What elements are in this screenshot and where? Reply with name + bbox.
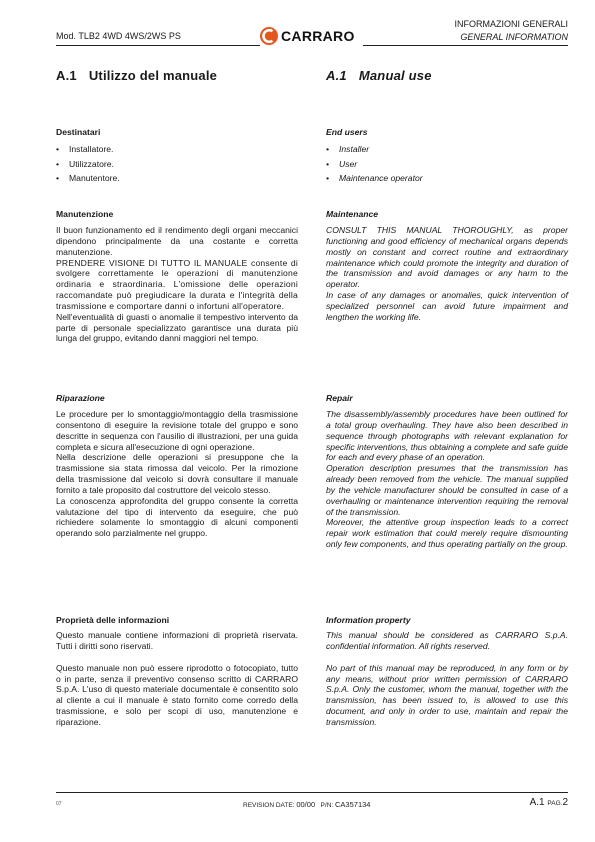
title-text-it: Utilizzo del manuale — [88, 68, 218, 83]
paragraph: Le procedure per lo smontaggio/montaggio della trasmissione consentono di eseguire la revisione totale del gruppo e sono descritte in sequenza con l'ausilio di illustrazioni, per una guida completa e sicura all'esecuzione di ogni operazione. — [56, 409, 298, 452]
property-text-en — [326, 630, 568, 728]
title-number-en: A.1 — [326, 68, 347, 83]
paragraph: Il buon funzionamento ed il rendimento degli organi meccanici dipendono principalmente da una costante e corretta manutenzione. — [56, 225, 298, 257]
recipients-list-en — [326, 142, 568, 186]
footer-mark: 07 — [56, 801, 62, 807]
repair-heading-it: Riparazione — [56, 393, 105, 403]
title-text-en: Manual use — [358, 68, 432, 83]
paragraph: La conoscenza approfondita del gruppo consente la corretta valutazione del tipo di intervento da eseguire, che può richiedere solamente lo smontaggio di alcuni componenti operando solo parzialmente nel gruppo. — [56, 495, 298, 539]
page-label: PAG. — [547, 800, 563, 807]
maintenance-heading-en: Maintenance — [326, 209, 379, 219]
page-num: 2 — [562, 797, 568, 808]
paragraph: PRENDERE VISIONE DI TUTTO IL MANUALE consente di svolgere correttamente le operazioni di manutenzione ordinaria e straordinaria. L'omissione delle operazioni raccomandate può pregiudicare la durata e l'integrità della trasmissione e comportare danni o infortuni all'operatore. — [56, 257, 298, 311]
page-title-it — [56, 68, 298, 83]
header-rule-left — [56, 45, 260, 46]
paragraph: The disassembly/assembly procedures have been outlined for a total group overhauling. They have also been described in sequence through photographs with relevant explanation for specific interventions, thus obtaining a complete and safe guide for each and every phase of an operation. — [326, 409, 568, 463]
paragraph: Operation description presumes that the transmission has already been removed from the vehicle. The manual supplied by the vehicle manufacturer should be consulted in case of a overhauling or maintenance intervention requiring the removal of the transmission. — [326, 463, 568, 517]
repair-text-en — [326, 409, 568, 550]
paragraph: CONSULT THIS MANUAL THOROUGHLY, as proper functioning and good efficiency of mechanical organs depends mostly on constant and correct routine and extraordinary maintenance which could promote the integrity and duration of the transmission and avoid damages or any harm to the operator. — [326, 225, 568, 290]
recipients-list-it — [56, 142, 298, 186]
property-heading-en: Information property — [326, 615, 411, 625]
list-item: • Maintenance operator — [326, 171, 568, 186]
pn-value: CA357134 — [335, 800, 371, 809]
paragraph: Nella descrizione delle operazioni si presuppone che la trasmissione sia stata rimossa dal veicolo. Per la rimozione della trasmissione dal veicolo si dovrà consultare il manuale fornito a tale proposito dal costruttore del veicolo stesso. — [56, 452, 298, 495]
paragraph: Questo manuale non può essere riprodotto o fotocopiato, tutto o in parte, senza il preventivo consenso scritto di CARRARO S.p.A. L'uso di questo materiale documentale è consentito solo al cliente a cui il manuale è stato fornito come corredo della trasmissione, e solo per scopi di uso, manutenzione e riparazione. — [56, 662, 298, 727]
brand-text: CARRARO — [281, 28, 355, 44]
paragraph: In case of any damages or anomalies, quick intervention of specialized personnel can avoid future impairment and lengthen the working life. — [326, 290, 568, 322]
paragraph: No part of this manual may be reproduced, in any form or by any means, without prior written permission of CARRARO S.p.A. Only the customer, whom the manual, together with the transmission, has been issued to, is allowed to use this document, and only in order to use, maintain and repair the transmission. — [326, 662, 568, 727]
carraro-logo — [259, 26, 367, 46]
header-rule-right — [363, 45, 568, 46]
pn-label: P/N: — [320, 802, 334, 809]
recipients-heading-it: Destinatari — [56, 127, 101, 137]
list-item: • Installer — [326, 142, 568, 157]
list-item: • Installatore. — [56, 142, 298, 157]
property-text-it — [56, 630, 298, 728]
maintenance-text-en — [326, 225, 568, 323]
list-item: • Manutentore. — [56, 171, 298, 186]
model-label: Mod. TLB2 4WD 4WS/2WS PS — [56, 31, 181, 41]
revision-value: 00/00 — [296, 800, 316, 809]
paragraph: Questo manuale contiene informazioni di proprietà riservata. Tutti i diritti sono riservati. — [56, 630, 298, 651]
paragraph: Moreover, the attentive group inspection leads to a correct repair work estimation that could merely require dismounting only few components, and thus operating partially on the group. — [326, 517, 568, 550]
title-number-it: A.1 — [56, 68, 77, 83]
recipients-heading-en: End users — [326, 127, 368, 137]
repair-text-it — [56, 409, 298, 539]
paragraph: Nell'eventualità di guasti o anomalie il tempestivo intervento da parte di personale specializzato garantisce una durata più lunga del gruppo, evitando danni maggiori nel tempo. — [56, 311, 298, 344]
list-item: • Utilizzatore. — [56, 157, 298, 172]
revision-info — [243, 800, 370, 809]
page-section: A.1 — [529, 797, 545, 808]
maintenance-heading-it: Manutenzione — [56, 209, 114, 219]
revision-label: REVISION DATE: — [243, 802, 295, 809]
page-number — [530, 797, 568, 808]
page-title-en — [326, 68, 568, 83]
footer-rule — [56, 792, 568, 793]
repair-heading-en: Repair — [326, 393, 353, 403]
paragraph: This manual should be considered as CARRARO S.p.A. confidential information. All rights reserved. — [326, 630, 568, 651]
section-title-it: INFORMAZIONI GENERALI — [454, 19, 568, 29]
property-heading-it: Proprietà delle informazioni — [56, 615, 170, 625]
list-item: • User — [326, 157, 568, 172]
section-title-en: GENERAL INFORMATION — [460, 32, 568, 42]
maintenance-text-it — [56, 225, 298, 344]
